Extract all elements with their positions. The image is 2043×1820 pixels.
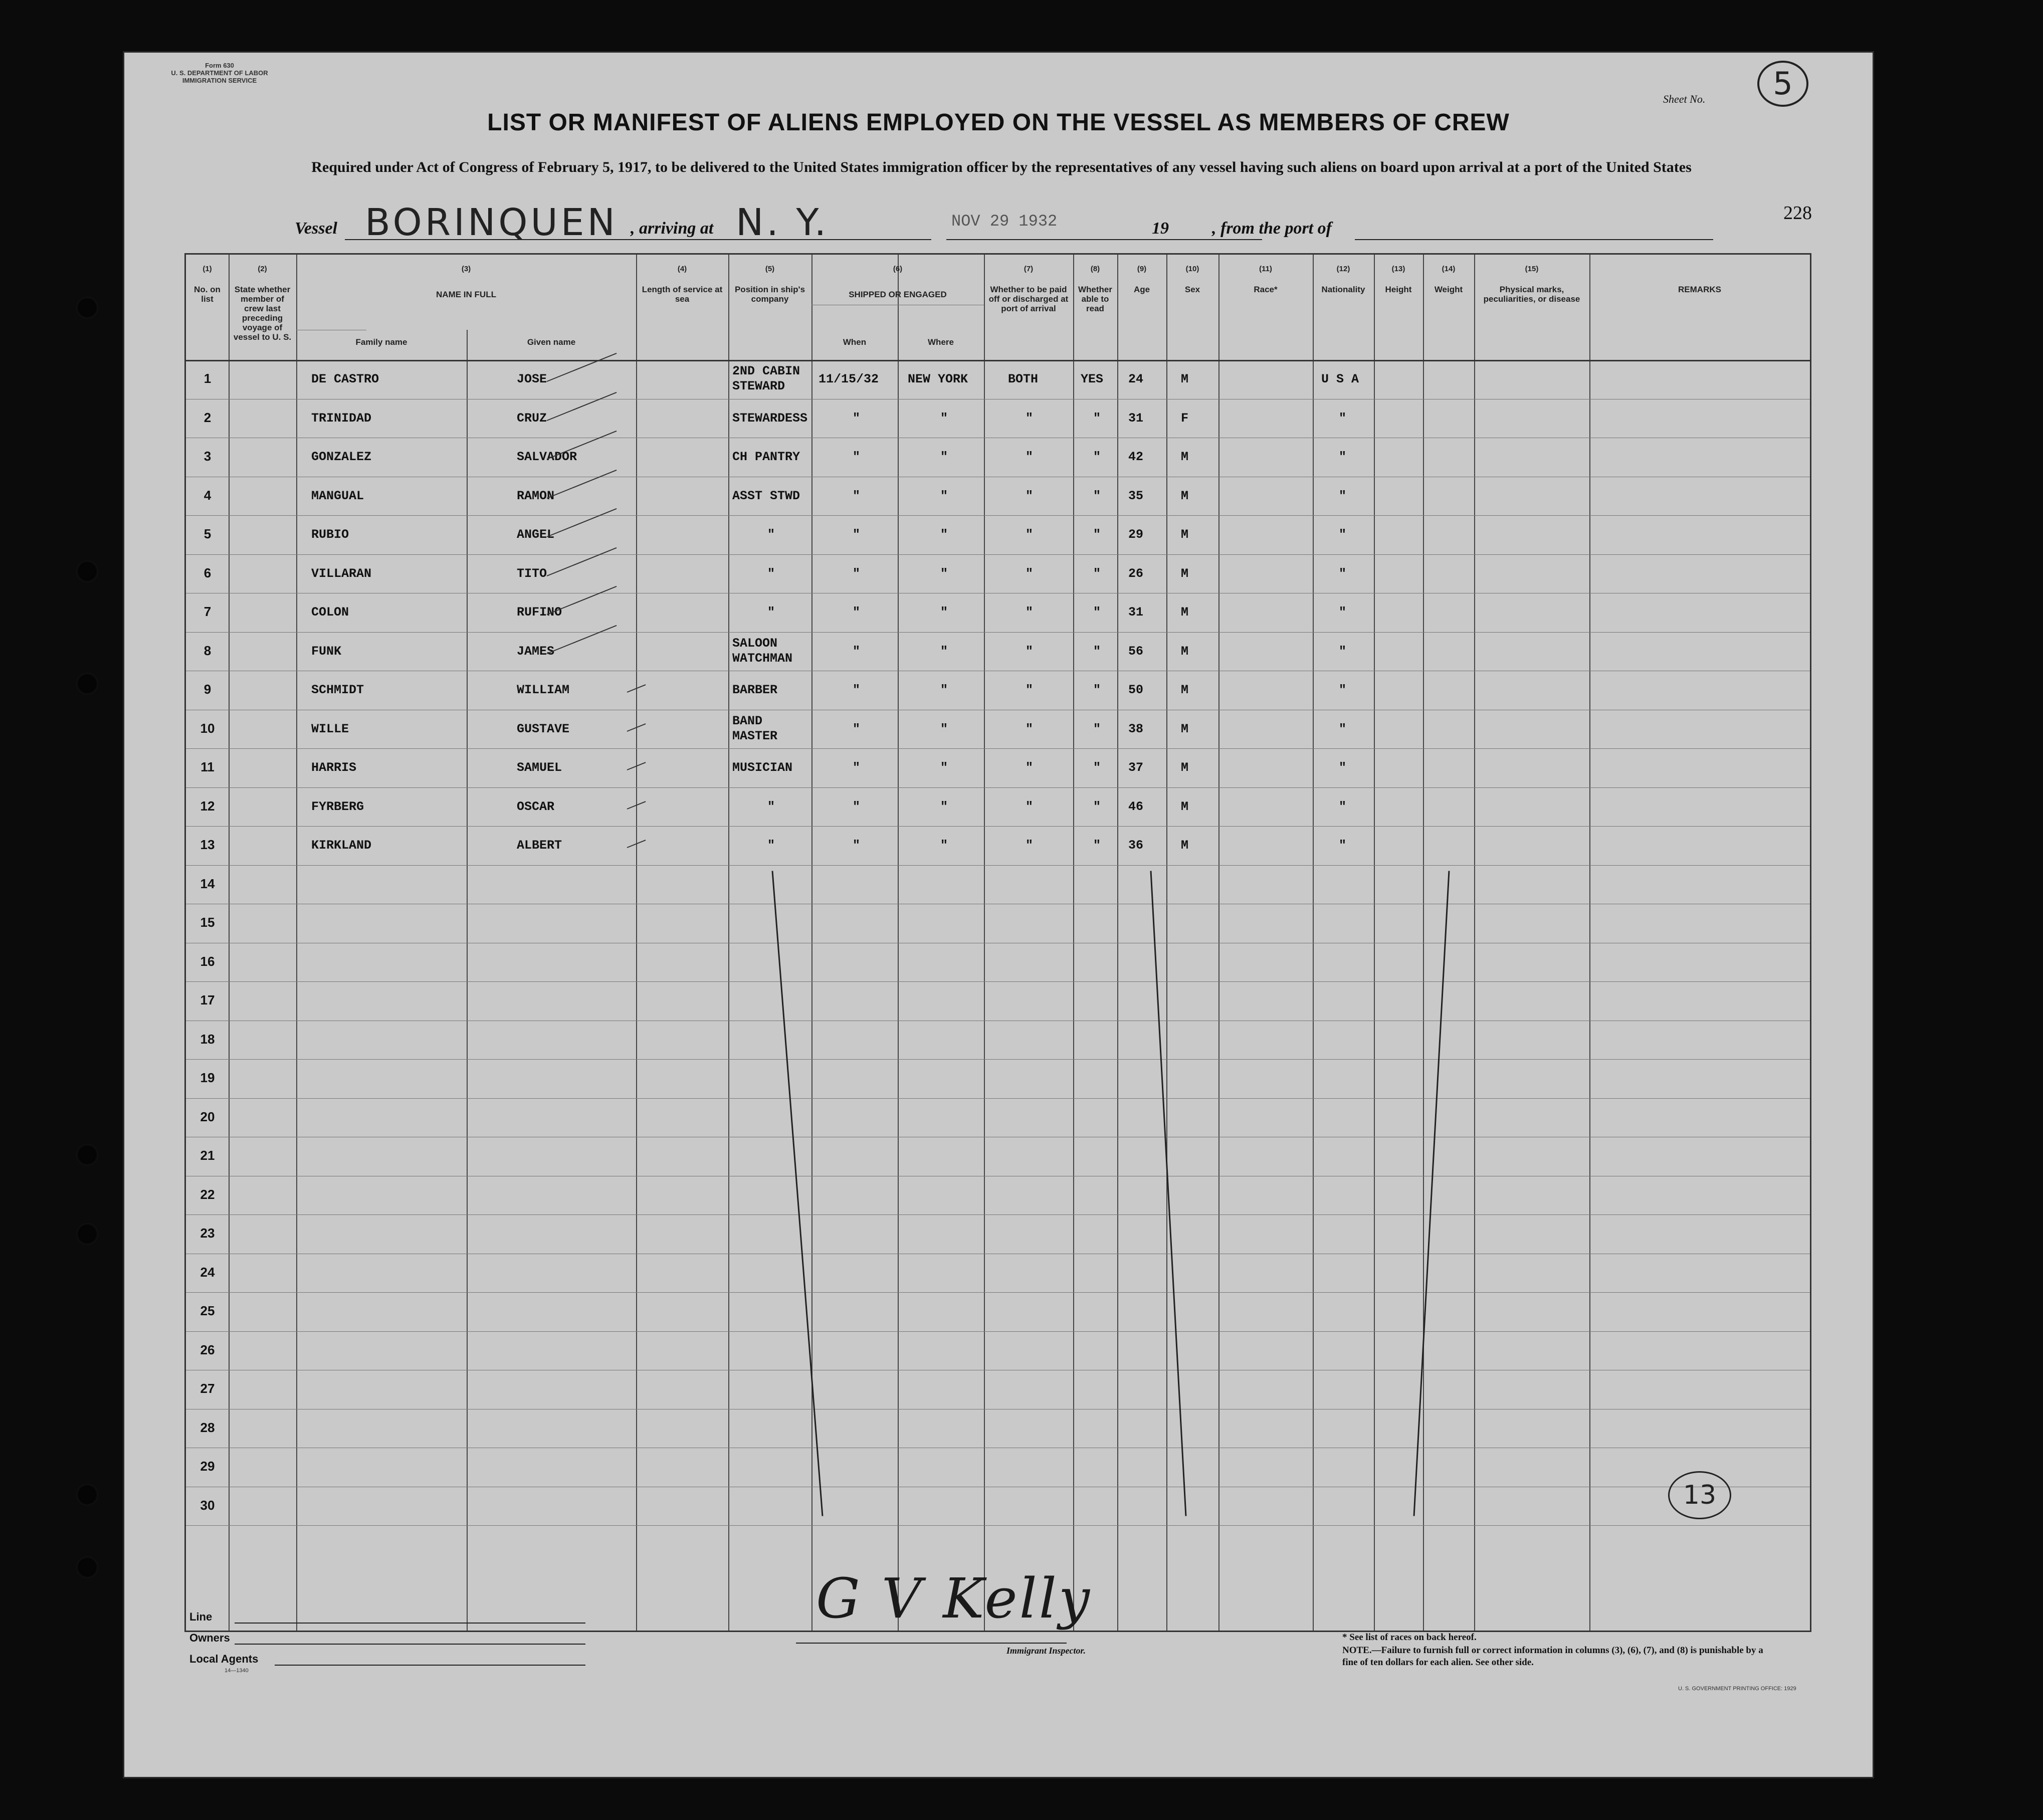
given-name: SAMUEL [517, 760, 562, 775]
position: MUSICIAN [732, 760, 793, 775]
nationality: " [1339, 411, 1347, 426]
row-number: 24 [200, 1264, 215, 1280]
shipped-where: " [940, 411, 948, 426]
family-name: SCHMIDT [311, 683, 364, 697]
column-heading: Whether able to read [1078, 285, 1112, 313]
date-underline [946, 239, 1262, 240]
sex: M [1181, 838, 1189, 853]
sex: M [1181, 721, 1189, 736]
sex: M [1181, 566, 1189, 581]
manifest-sheet [124, 53, 1873, 1777]
paid-off-status: " [1026, 683, 1034, 697]
column-number: (10) [1185, 265, 1199, 273]
position: " [767, 566, 775, 581]
check-mark [547, 391, 617, 421]
column-number: (5) [765, 265, 775, 273]
row-divider [186, 554, 1810, 555]
column-number: (6) [893, 265, 903, 273]
able-to-read: " [1093, 760, 1101, 775]
given-name: RAMON [517, 488, 555, 503]
row-number: 13 [200, 837, 215, 852]
column-heading: Whether to be paid off or discharged at port of arrival [988, 285, 1069, 313]
age: 46 [1128, 799, 1144, 814]
vessel-label: Vessel [295, 219, 337, 238]
given-name: JOSE [517, 372, 547, 386]
shipped-when: " [853, 799, 861, 814]
able-to-read: " [1093, 411, 1101, 426]
row-divider [186, 1331, 1810, 1332]
check-mark [547, 625, 617, 654]
shipped-where: " [940, 566, 948, 581]
row-number: 6 [203, 565, 212, 580]
printer-imprint: U. S. GOVERNMENT PRINTING OFFICE: 1929 [1678, 1686, 1796, 1692]
pen-stroke [1413, 871, 1450, 1516]
column-number: (11) [1259, 265, 1272, 273]
shipped-when: " [853, 566, 861, 581]
paid-off-status: " [1026, 838, 1034, 853]
sex: M [1181, 760, 1189, 775]
nationality: " [1339, 566, 1347, 581]
column-number: (13) [1391, 265, 1405, 273]
age: 38 [1128, 721, 1144, 736]
family-name: RUBIO [311, 527, 349, 542]
able-to-read: " [1093, 799, 1101, 814]
arrival-date-stamp: NOV 29 1932 [951, 212, 1058, 231]
pen-stroke [1150, 871, 1187, 1516]
family-name: WILLE [311, 721, 349, 736]
sex: M [1181, 488, 1189, 503]
column-heading: Position in ship's company [734, 285, 805, 304]
age: 29 [1128, 527, 1144, 542]
form-number: Form 630 [205, 62, 234, 69]
able-to-read: " [1093, 838, 1101, 853]
able-to-read: " [1093, 644, 1101, 659]
agents-underline [275, 1665, 585, 1666]
page-reference: 228 [1783, 203, 1812, 224]
row-number: 5 [203, 526, 212, 541]
sheet-label: Sheet No. [1663, 93, 1706, 105]
row-divider [186, 1098, 1810, 1099]
position: ASST STWD [732, 488, 800, 503]
age: 36 [1128, 838, 1144, 853]
nationality: " [1339, 450, 1347, 464]
paid-off-status: " [1026, 605, 1034, 620]
sheet-number: 5 [1757, 61, 1808, 107]
shipped-where: " [940, 488, 948, 503]
position: " [767, 838, 775, 853]
shipped-where: " [940, 799, 948, 814]
binder-hole [76, 1484, 98, 1506]
column-number: (4) [677, 265, 687, 273]
row-divider [186, 632, 1810, 633]
shipped-when: " [853, 488, 861, 503]
able-to-read: " [1093, 683, 1101, 697]
column-heading: Sex [1184, 285, 1200, 294]
given-name: SALVADOR [517, 450, 577, 464]
nationality: " [1339, 527, 1347, 542]
position: MASTER [732, 728, 778, 743]
column-heading: Height [1385, 285, 1412, 294]
shipped-when: " [853, 760, 861, 775]
family-name: GONZALEZ [311, 450, 372, 464]
column-heading: No. on list [194, 285, 221, 304]
position: " [767, 799, 775, 814]
column-heading: Nationality [1321, 285, 1365, 294]
service-name: IMMIGRATION SERVICE [182, 77, 257, 84]
binder-hole [76, 673, 98, 695]
paid-off-status: BOTH [1008, 372, 1039, 386]
row-number: 10 [200, 720, 215, 736]
given-name: RUFINO [517, 605, 562, 620]
paid-off-status: " [1026, 760, 1034, 775]
row-number: 23 [200, 1226, 215, 1241]
family-name: HARRIS [311, 760, 357, 775]
given-name: WILLIAM [517, 683, 570, 697]
port-underline [1355, 239, 1713, 240]
row-divider [186, 1525, 1810, 1526]
line-underline [235, 1623, 585, 1624]
column-number: (7) [1024, 265, 1034, 273]
penalty-note: NOTE.—Failure to furnish full or correct information in columns (3), (6), (7), and (8) is punishable by a fine of ten dollars for each alien. See other side. [1342, 1645, 1763, 1668]
row-number: 28 [200, 1420, 215, 1435]
column-heading: State whether member of crew last preceding voyage of vessel to U. S. [233, 285, 292, 342]
age: 50 [1128, 683, 1144, 697]
position: " [767, 605, 775, 620]
shipped-when: " [853, 605, 861, 620]
shipped-when: 11/15/32 [819, 372, 879, 386]
nationality: " [1339, 644, 1347, 659]
sex: M [1181, 372, 1189, 386]
able-to-read: " [1093, 450, 1101, 464]
arriving-port: N. Y. [736, 201, 830, 244]
position: BAND [732, 713, 763, 728]
form-identifier [144, 62, 295, 84]
position: STEWARDESS [732, 411, 808, 426]
position: WATCHMAN [732, 651, 793, 666]
row-number: 25 [200, 1303, 215, 1318]
row-divider [186, 748, 1810, 749]
column-number: (14) [1442, 265, 1456, 273]
row-number: 19 [200, 1070, 215, 1085]
vessel-underline [345, 239, 756, 240]
able-to-read: " [1093, 488, 1101, 503]
shipped-where: " [940, 450, 948, 464]
sex: M [1181, 605, 1189, 620]
arriving-label: , arriving at [631, 219, 714, 238]
agents-code: 14—1340 [225, 1668, 249, 1674]
position: STEWARD [732, 379, 785, 393]
given-name: ANGEL [517, 527, 555, 542]
nationality: U S A [1321, 372, 1359, 386]
row-number: 15 [200, 915, 215, 930]
row-number: 9 [203, 682, 212, 697]
row-number: 27 [200, 1381, 215, 1396]
position: CH PANTRY [732, 450, 800, 464]
sex: M [1181, 450, 1189, 464]
nationality: " [1339, 760, 1347, 775]
given-name: GUSTAVE [517, 721, 570, 736]
paid-off-status: " [1026, 644, 1034, 659]
column-heading: REMARKS [1678, 285, 1721, 294]
nationality: " [1339, 799, 1347, 814]
shipped-when: " [853, 411, 861, 426]
age: 35 [1128, 488, 1144, 503]
able-to-read: " [1093, 605, 1101, 620]
column-subheading: Given name [527, 337, 576, 347]
check-mark [547, 547, 617, 576]
binder-hole [76, 1144, 98, 1166]
page-subtitle: Required under Act of Congress of February 5, 1917, to be delivered to the United States immigration officer by the representatives of any vessel having such aliens on board upon arrival at a port of the United States [311, 159, 1692, 175]
column-subheading: When [843, 337, 867, 347]
column-divider [467, 330, 468, 1631]
shipped-where: " [940, 605, 948, 620]
shipped-when: " [853, 527, 861, 542]
inspector-signature: G V Kelly [816, 1566, 1092, 1631]
row-divider [186, 1292, 1810, 1293]
row-number: 21 [200, 1148, 215, 1163]
row-number: 30 [200, 1497, 215, 1513]
sex: M [1181, 644, 1189, 659]
row-number: 2 [203, 410, 212, 425]
year-label: 19 [1152, 219, 1169, 238]
shipped-where: " [940, 644, 948, 659]
given-name: TITO [517, 566, 547, 581]
header-divider [186, 360, 1810, 361]
row-number: 12 [200, 798, 215, 814]
able-to-read: YES [1081, 372, 1104, 386]
column-number: (1) [202, 265, 212, 273]
inspector-label: Immigrant Inspector. [1006, 1646, 1086, 1656]
position: BARBER [732, 683, 778, 697]
able-to-read: " [1093, 566, 1101, 581]
row-divider [186, 515, 1810, 516]
shipped-when: " [853, 838, 861, 853]
family-name: MANGUAL [311, 488, 364, 503]
line-label: Line [189, 1610, 213, 1623]
column-heading: NAME IN FULL [436, 290, 496, 299]
row-number: 26 [200, 1342, 215, 1357]
family-name: FYRBERG [311, 799, 364, 814]
given-name: CRUZ [517, 411, 547, 426]
column-heading: Age [1133, 285, 1150, 294]
shipped-when: " [853, 721, 861, 736]
family-name: KIRKLAND [311, 838, 372, 853]
age: 31 [1128, 605, 1144, 620]
total-count: 13 [1668, 1471, 1731, 1519]
shipped-where: " [940, 527, 948, 542]
signature-underline [796, 1643, 1067, 1644]
shipped-where: " [940, 721, 948, 736]
sex: M [1181, 683, 1189, 697]
age: 31 [1128, 411, 1144, 426]
row-divider [186, 826, 1810, 827]
able-to-read: " [1093, 721, 1101, 736]
given-name: JAMES [517, 644, 555, 659]
binder-hole [76, 297, 98, 319]
row-divider [186, 981, 1810, 982]
column-heading: Physical marks, peculiarities, or disease [1483, 285, 1580, 304]
check-mark [547, 431, 617, 460]
column-heading: Race* [1254, 285, 1278, 294]
column-heading: Length of service at sea [642, 285, 723, 304]
binder-hole [76, 1556, 98, 1578]
paid-off-status: " [1026, 450, 1034, 464]
column-number: (3) [461, 265, 471, 273]
paid-off-status: " [1026, 488, 1034, 503]
binder-hole [76, 1223, 98, 1245]
age: 24 [1128, 372, 1144, 386]
check-mark [547, 586, 617, 615]
given-name: ALBERT [517, 838, 562, 853]
column-heading: Weight [1434, 285, 1463, 294]
position: 2ND CABIN [732, 364, 800, 378]
column-number: (2) [258, 265, 267, 273]
sex: M [1181, 799, 1189, 814]
paid-off-status: " [1026, 411, 1034, 426]
nationality: " [1339, 838, 1347, 853]
row-number: 4 [203, 487, 212, 503]
nationality: " [1339, 721, 1347, 736]
crew-table [184, 253, 1811, 1632]
department-name: U. S. DEPARTMENT OF LABOR [171, 69, 268, 77]
paid-off-status: " [1026, 721, 1034, 736]
row-number: 3 [203, 449, 212, 464]
row-divider [186, 865, 1810, 866]
pen-stroke [772, 871, 824, 1516]
nationality: " [1339, 605, 1347, 620]
given-name: OSCAR [517, 799, 555, 814]
family-name: COLON [311, 605, 349, 620]
row-number: 29 [200, 1459, 215, 1474]
family-name: DE CASTRO [311, 372, 379, 386]
nationality: " [1339, 488, 1347, 503]
shipped-where: " [940, 760, 948, 775]
sex: F [1181, 411, 1189, 426]
port-label: , from the port of [1212, 219, 1332, 238]
vessel-name: BORINQUEN [365, 201, 618, 244]
binder-hole [76, 560, 98, 582]
position: " [767, 527, 775, 542]
column-subheading: Where [928, 337, 954, 347]
owners-label: Owners [189, 1632, 230, 1644]
row-number: 14 [200, 876, 215, 891]
sex: M [1181, 527, 1189, 542]
local-agents-label: Local Agents [189, 1653, 259, 1665]
able-to-read: " [1093, 527, 1101, 542]
row-number: 11 [200, 759, 215, 774]
shipped-when: " [853, 644, 861, 659]
row-number: 20 [200, 1109, 215, 1124]
paid-off-status: " [1026, 799, 1034, 814]
row-number: 8 [203, 643, 212, 658]
column-number: (8) [1090, 265, 1100, 273]
age: 37 [1128, 760, 1144, 775]
column-heading: SHIPPED OR ENGAGED [849, 290, 947, 299]
family-name: FUNK [311, 644, 342, 659]
column-number: (15) [1525, 265, 1539, 273]
check-mark [547, 508, 617, 537]
column-number: (12) [1336, 265, 1350, 273]
shipped-when: " [853, 683, 861, 697]
races-note: * See list of races on back hereof. [1342, 1632, 1477, 1643]
row-number: 18 [200, 1031, 215, 1047]
row-number: 16 [200, 953, 215, 969]
row-divider [186, 787, 1810, 788]
age: 26 [1128, 566, 1144, 581]
row-number: 17 [200, 992, 215, 1007]
row-number: 7 [203, 604, 212, 619]
position: SALOON [732, 636, 778, 651]
row-divider [186, 1059, 1810, 1060]
column-number: (9) [1137, 265, 1147, 273]
check-mark [547, 353, 617, 382]
page-title: LIST OR MANIFEST OF ALIENS EMPLOYED ON THE VESSEL AS MEMBERS OF CREW [487, 109, 1510, 136]
paid-off-status: " [1026, 566, 1034, 581]
shipped-where: " [940, 683, 948, 697]
age: 42 [1128, 450, 1144, 464]
shipped-when: " [853, 450, 861, 464]
shipped-where: " [940, 838, 948, 853]
check-mark [547, 469, 617, 498]
arriving-underline [731, 239, 931, 240]
row-number: 22 [200, 1186, 215, 1202]
row-number: 1 [203, 371, 212, 386]
owners-underline [235, 1644, 585, 1645]
shipped-where: NEW YORK [908, 372, 968, 386]
nationality: " [1339, 683, 1347, 697]
column-subheading: Family name [355, 337, 407, 347]
family-name: VILLARAN [311, 566, 372, 581]
family-name: TRINIDAD [311, 411, 372, 426]
age: 56 [1128, 644, 1144, 659]
paid-off-status: " [1026, 527, 1034, 542]
